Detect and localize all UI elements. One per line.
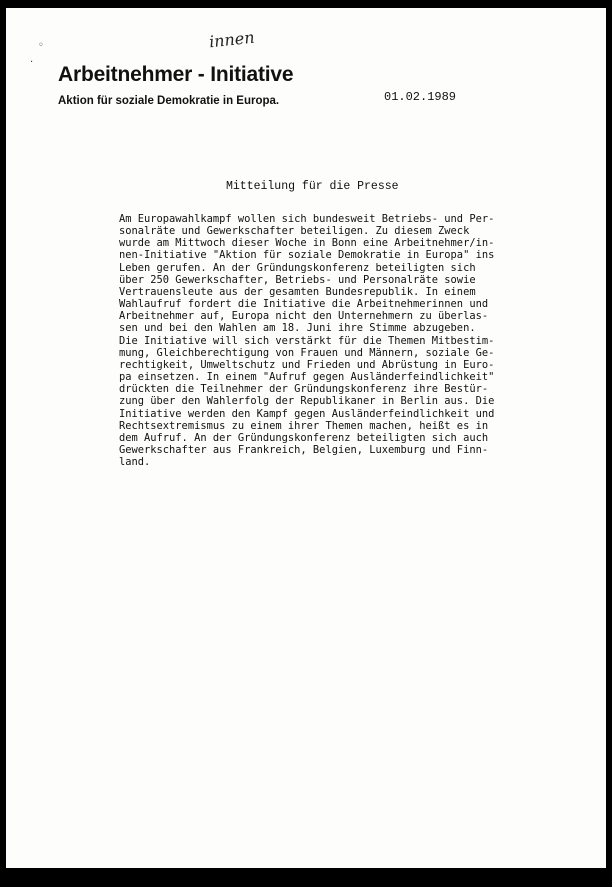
body-line: mung, Gleichberechtigung von Frauen und Männern, soziale Ge- xyxy=(119,346,495,359)
body-line: Vertrauensleute aus der gesamten Bundesrepublik. In einem xyxy=(119,285,476,298)
body-line: dem Aufruf. An der Gründungskonferenz beteiligten sich auch xyxy=(119,431,489,444)
body-line: Initiative werden den Kampf gegen Ausländerfeindlichkeit und xyxy=(119,407,495,420)
scan-mark: ◦ xyxy=(38,40,44,51)
body-line: Rechtsextremismus zu einem ihrer Themen machen, heißt es in xyxy=(119,419,489,432)
press-release-heading: Mitteilung für die Presse xyxy=(226,180,399,193)
body-line: wurde am Mittwoch dieser Woche in Bonn eine Arbeitnehmer/in- xyxy=(119,237,495,250)
body-line: drückten die Teilnehmer der Gründungskonferenz ihre Bestür- xyxy=(119,383,489,396)
document-date: 01.02.1989 xyxy=(384,90,457,104)
org-name: Arbeitnehmer - Initiative xyxy=(58,63,294,86)
handwritten-insert: innen xyxy=(208,27,256,52)
body-line: Wahlaufruf fordert die Initiative die Arbeitnehmerinnen und xyxy=(119,298,489,311)
org-tagline: Aktion für soziale Demokratie in Europa. xyxy=(58,95,280,107)
press-release-body xyxy=(119,213,559,468)
body-line: nen-Initiative "Aktion für soziale Demokratie in Europa" ins xyxy=(119,249,495,262)
body-line: sen und bei den Wahlen am 18. Juni ihre Stimme abzugeben. xyxy=(119,322,476,335)
body-line: Die Initiative will sich verstärkt für die Themen Mitbestim- xyxy=(119,334,495,347)
body-line: sonalräte und Gewerkschafter beteiligen. Zu diesem Zweck xyxy=(119,225,470,238)
body-line: rechtigkeit, Umweltschutz und Frieden und Abrüstung in Euro- xyxy=(119,358,495,371)
scan-mark: · xyxy=(30,57,34,68)
body-line: pa einsetzen. In einem "Aufruf gegen Ausländerfeindlichkeit" xyxy=(119,371,495,384)
body-line: Arbeitnehmer auf, Europa nicht den Unternehmern zu überlas- xyxy=(119,310,489,323)
body-line: Am Europawahlkampf wollen sich bundesweit Betriebs- und Per- xyxy=(119,213,495,225)
body-line: Gewerkschafter aus Frankreich, Belgien, Luxemburg und Finn- xyxy=(119,443,489,456)
body-line: Leben gerufen. An der Gründungskonferenz beteiligten sich xyxy=(119,261,476,274)
body-line: über 250 Gewerkschafter, Betriebs- und Personalräte sowie xyxy=(119,273,476,286)
body-line: land. xyxy=(119,456,151,469)
body-line: zung über den Wahlerfolg der Republikaner in Berlin aus. Die xyxy=(119,395,495,408)
